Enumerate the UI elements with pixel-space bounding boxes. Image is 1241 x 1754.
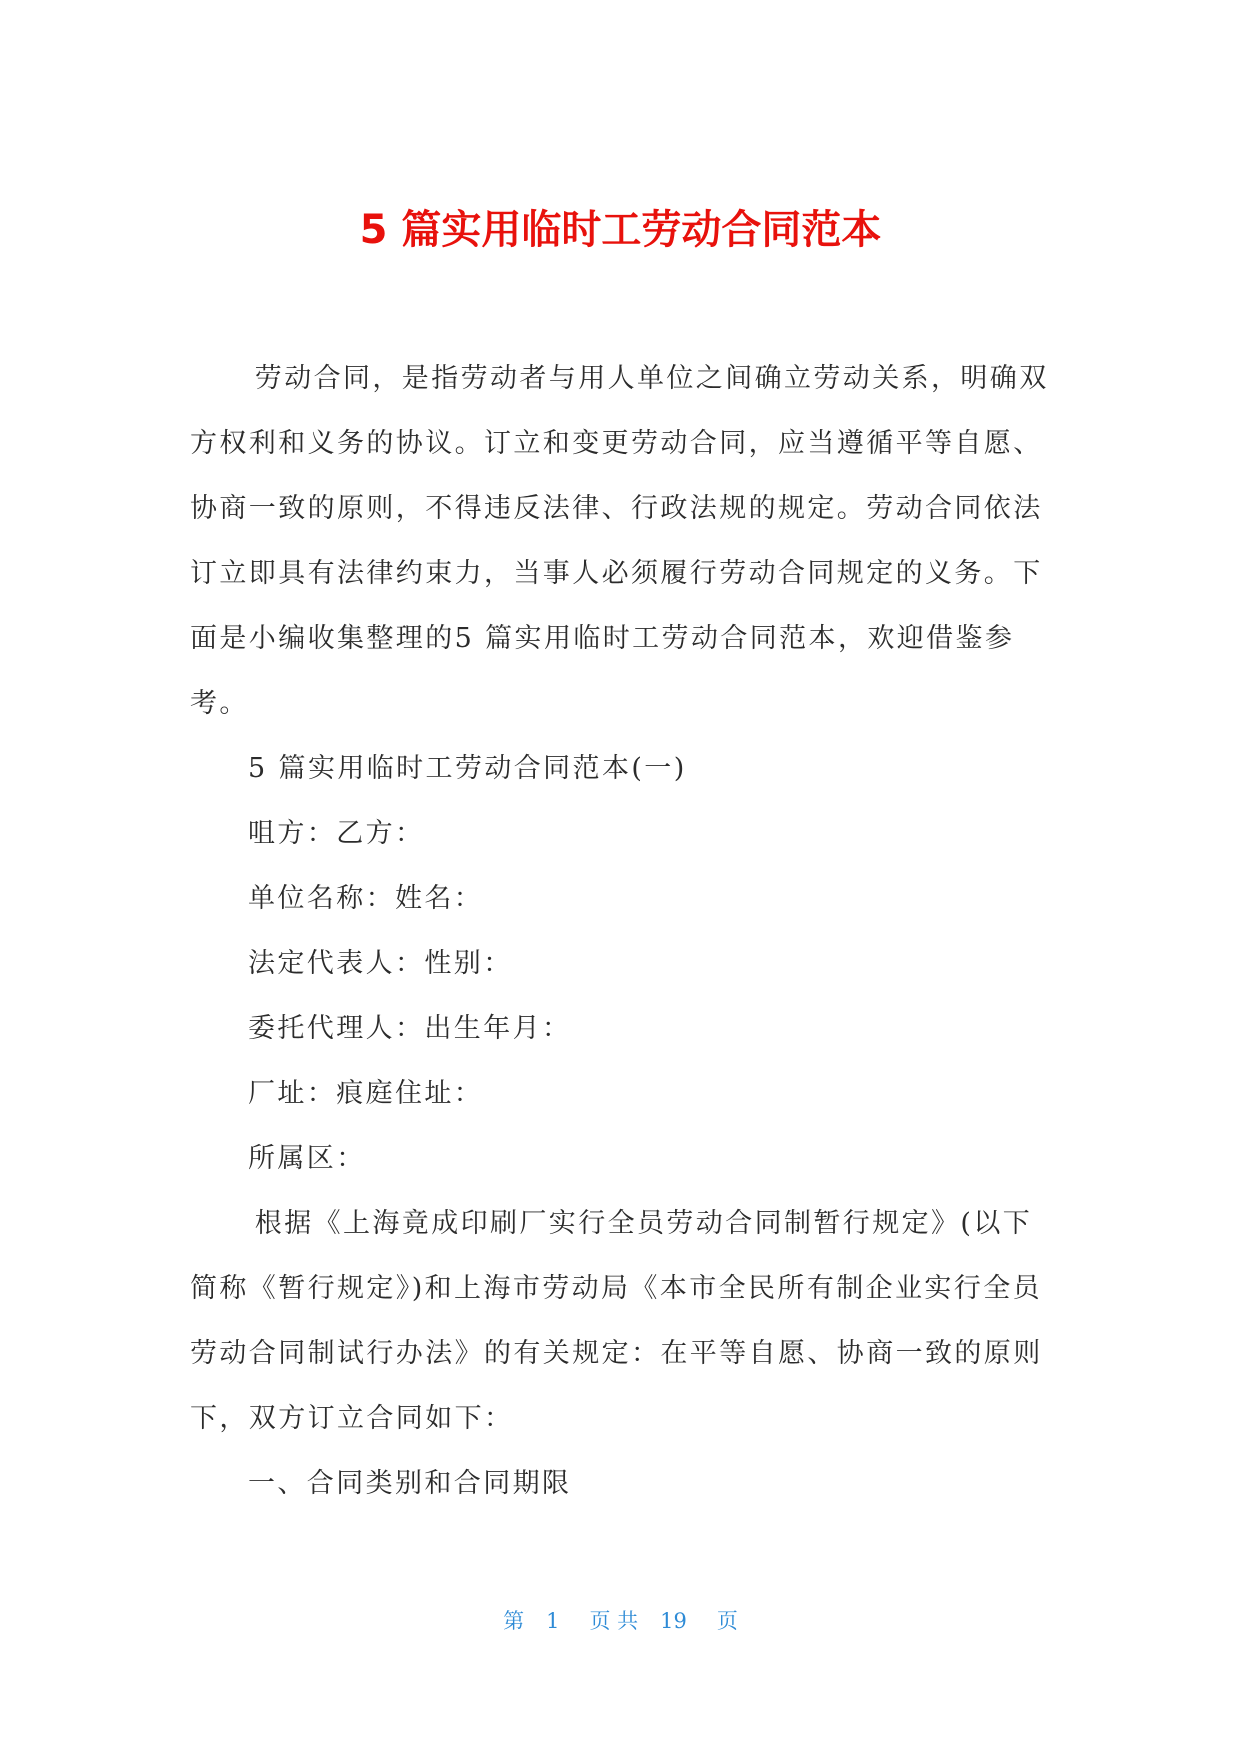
- footer-prefix: 第: [503, 1609, 525, 1633]
- intro-paragraph: 劳动合同，是指劳动者与用人单位之间确立劳动关系，明确双方权利和义务的协议。订立和变更劳动合同，应当遵循平等自愿、协商一致的原则，不得违反法律、行政法规的规定。劳动合同依法订立即具有法律约束力，当事人必须履行劳动合同规定的义务。下面是小编收集整理的5 篇实用临时工劳动合同范本，欢迎借鉴参考。: [190, 363, 1049, 719]
- footer-middle: 页 共: [589, 1609, 639, 1633]
- field-agent: 委托代理人：出生年月：: [248, 1013, 572, 1044]
- field-legal-representative: 法定代表人：性别：: [248, 948, 513, 979]
- footer-total-pages: 19: [660, 1609, 687, 1633]
- field-parties: 咀方：乙方：: [248, 818, 425, 849]
- field-address: 厂址：痕庭住址：: [248, 1078, 484, 1109]
- document-body: [190, 346, 1052, 1516]
- section-title: 5 篇实用临时工劳动合同范本(一): [248, 753, 687, 784]
- basis-paragraph: 根据《上海竟成印刷厂实行全员劳动合同制暂行规定》(以下简称《暂行规定》)和上海市劳动局《本市全民所有制企业实行全员劳动合同制试行办法》的有关规定：在平等自愿、协商一致的原则下，双方订立合同如下：: [190, 1208, 1043, 1434]
- footer-suffix: 页: [716, 1609, 738, 1633]
- page-footer: [0, 1605, 1241, 1635]
- document-title: 5 篇实用临时工劳动合同范本: [359, 207, 882, 253]
- field-unit-name: 单位名称：姓名：: [248, 883, 484, 914]
- field-district: 所属区：: [248, 1143, 366, 1174]
- clause-heading: 一、合同类别和合同期限: [248, 1468, 572, 1499]
- footer-page-number: 1: [546, 1609, 560, 1633]
